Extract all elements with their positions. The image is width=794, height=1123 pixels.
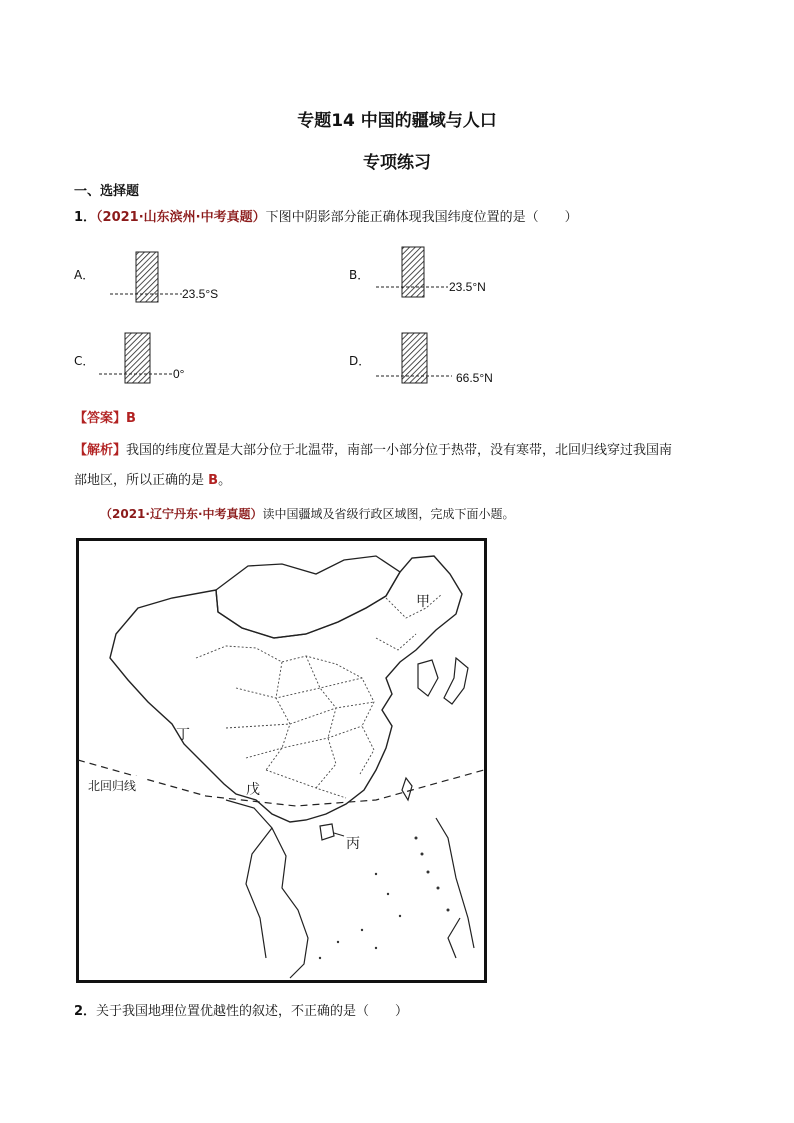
option-b-latitude: 23.5°N bbox=[449, 280, 486, 294]
option-diagrams bbox=[0, 0, 794, 400]
group-stem bbox=[100, 505, 515, 523]
option-c-label: C． bbox=[74, 354, 95, 368]
option-b-label: B． bbox=[349, 268, 370, 282]
answer-line bbox=[74, 410, 136, 428]
analysis-text-2-end: 。 bbox=[218, 473, 232, 488]
option-b-shaded-band bbox=[402, 247, 424, 297]
option-c-latitude: 0° bbox=[173, 367, 185, 381]
analysis-answer: B bbox=[208, 473, 219, 488]
answer-value: B bbox=[126, 411, 136, 426]
page-title: 专题14 中国的疆域与人口 bbox=[297, 111, 497, 131]
analysis-line-2 bbox=[74, 472, 231, 490]
question-source: （2021·山东滨州·中考真题） bbox=[96, 210, 266, 225]
map-label-ding: 丁 bbox=[176, 727, 190, 743]
option-d-latitude: 66.5°N bbox=[456, 371, 493, 385]
option-c-shaded-band bbox=[125, 333, 150, 383]
question-2-stem bbox=[74, 1003, 408, 1021]
section-heading: 一、选择题 bbox=[74, 184, 140, 199]
china-map bbox=[76, 538, 487, 983]
analysis-tag: 【解析】 bbox=[74, 443, 127, 458]
map-label-bing: 丙 bbox=[346, 836, 360, 852]
page-subtitle: 专项练习 bbox=[363, 153, 431, 173]
analysis-text-1: 我国的纬度位置是大部分位于北温带，南部一小部分位于热带，没有寒带，北回归线穿过我国南 bbox=[126, 443, 673, 458]
option-a-label: A． bbox=[74, 268, 95, 282]
question-text: 下图中阴影部分能正确体现我国纬度位置的是（ ） bbox=[265, 210, 578, 225]
group-text: 读中国疆域及省级行政区域图，完成下面小题。 bbox=[262, 507, 515, 521]
map-label-tropic: 北回归线 bbox=[88, 779, 137, 793]
option-d-label: D． bbox=[349, 354, 371, 368]
map-label-jia: 甲 bbox=[416, 594, 430, 610]
analysis-line-1 bbox=[74, 442, 672, 460]
question-number: 1． bbox=[74, 210, 97, 225]
question-2-text: 关于我国地理位置优越性的叙述，不正确的是（ ） bbox=[96, 1004, 409, 1019]
group-source: （2021·辽宁丹东·中考真题） bbox=[100, 507, 263, 521]
answer-tag: 【答案】 bbox=[74, 411, 127, 426]
map-label-wu: 戊 bbox=[246, 782, 260, 798]
option-a-latitude: 23.5°S bbox=[182, 287, 219, 301]
question-2-number: 2． bbox=[74, 1004, 97, 1019]
analysis-text-2: 部地区，所以正确的是 bbox=[74, 473, 209, 488]
